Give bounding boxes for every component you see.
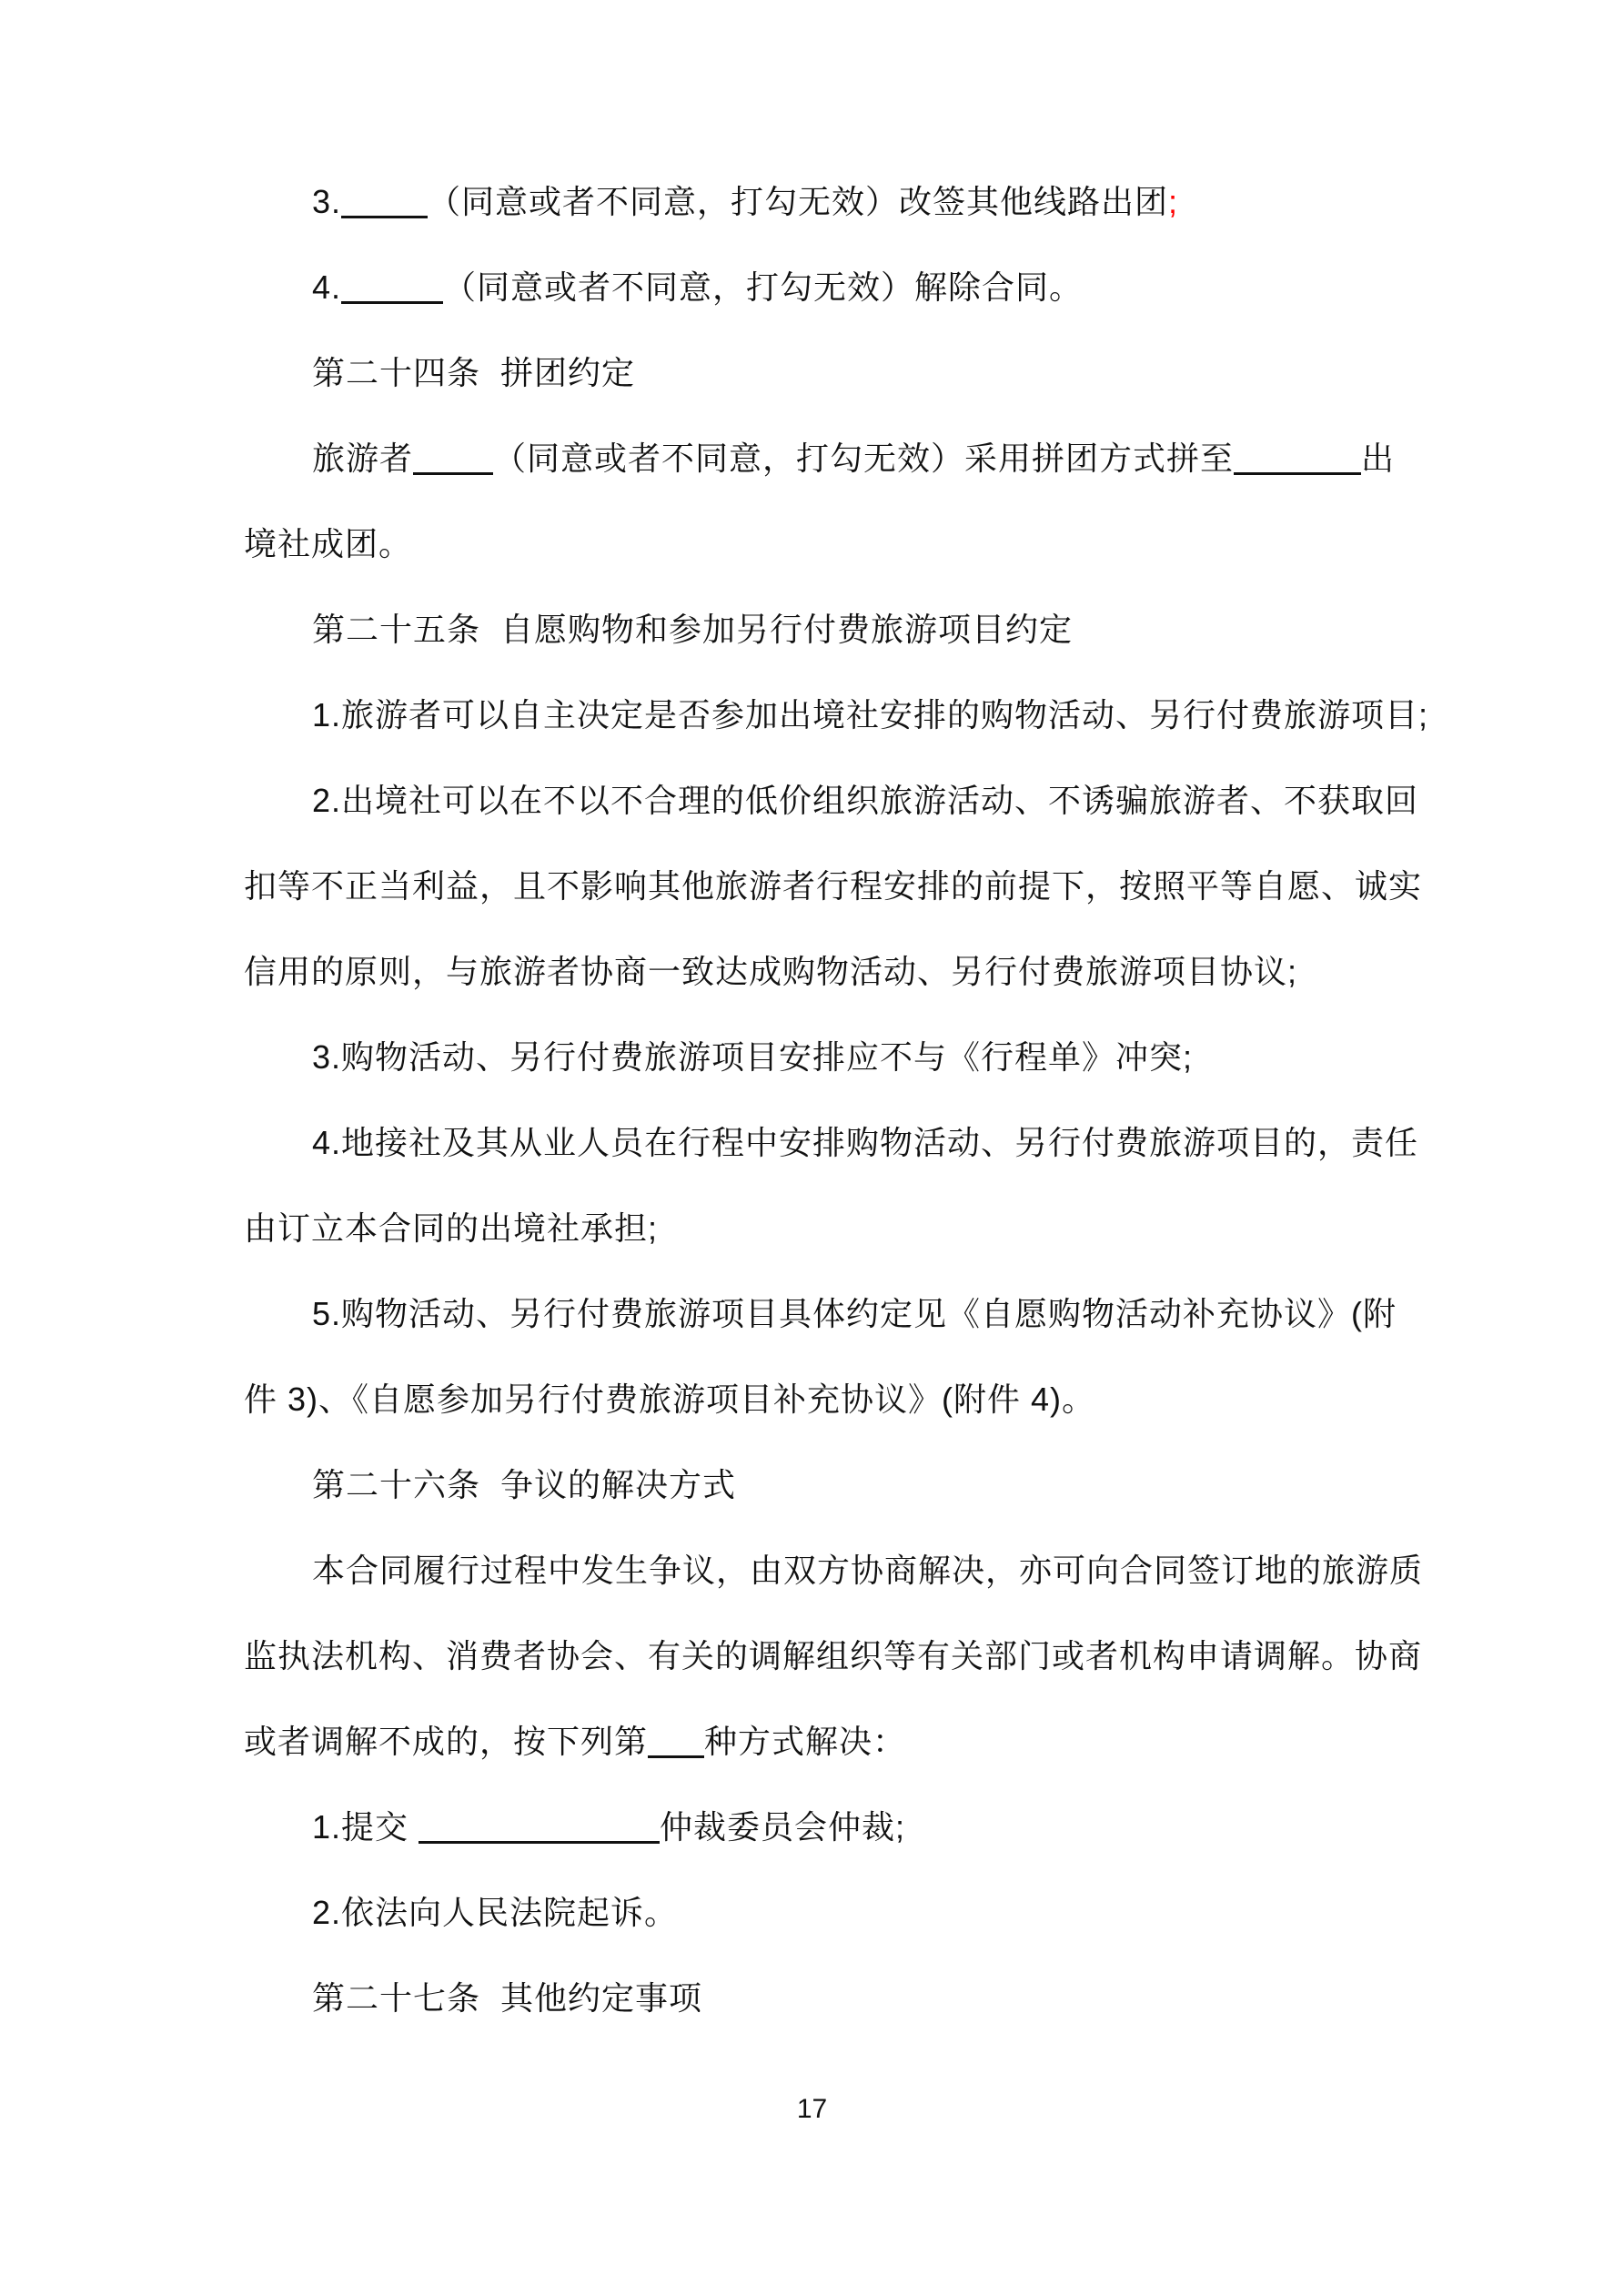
text-segment: 第二十七条 其他约定事项 xyxy=(312,1979,703,2017)
text-line xyxy=(244,245,1398,330)
text-segment: 仲裁委员会仲裁; xyxy=(660,1808,906,1846)
text-segment: 监执法机构、消费者协会、有关的调解组织等有关部门或者机构申请调解。协商 xyxy=(244,1637,1423,1674)
text-segment: 2.出境社可以在不以不合理的低价组织旅游活动、不诱骗旅游者、不获取回 xyxy=(312,782,1419,819)
fill-in-blank xyxy=(341,183,428,218)
text-line xyxy=(244,416,1398,501)
text-line xyxy=(244,1271,1398,1357)
clause-heading xyxy=(244,330,1398,416)
red-text-segment: ; xyxy=(1168,183,1179,220)
clause-heading xyxy=(244,1442,1398,1528)
text-line xyxy=(244,159,1398,245)
text-line xyxy=(244,501,1398,587)
text-line xyxy=(244,1186,1398,1271)
text-segment: 扣等不正当利益，且不影响其他旅游者行程安排的前提下，按照平等自愿、诚实 xyxy=(244,867,1423,905)
fill-in-blank xyxy=(413,440,493,475)
text-segment: 种方式解决： xyxy=(704,1723,907,1760)
text-segment: 1.旅游者可以自主决定是否参加出境社安排的购物活动、另行付费旅游项目; xyxy=(312,696,1429,733)
text-segment: 第二十五条 自愿购物和参加另行付费旅游项目约定 xyxy=(312,611,1074,648)
fill-in-blank xyxy=(648,1723,704,1758)
text-segment: 3. xyxy=(312,183,342,220)
text-line xyxy=(244,1870,1398,1956)
text-segment: 件 3)、《自愿参加另行付费旅游项目补充协议》(附件 4)。 xyxy=(244,1381,1096,1418)
text-segment: 4.地接社及其从业人员在行程中安排购物活动、另行付费旅游项目的，责任 xyxy=(312,1124,1419,1161)
clause-heading xyxy=(244,1956,1398,2041)
text-segment: （同意或者不同意，打勾无效）解除合同。 xyxy=(443,268,1084,306)
text-segment: 3.购物活动、另行付费旅游项目安排应不与《行程单》冲突; xyxy=(312,1038,1194,1076)
text-segment: 2.依法向人民法院起诉。 xyxy=(312,1894,679,1931)
text-segment: 由订立本合同的出境社承担; xyxy=(244,1209,659,1247)
contract-text-block xyxy=(244,0,1429,2041)
text-line xyxy=(244,1785,1398,1870)
text-line xyxy=(244,1357,1398,1442)
text-line xyxy=(244,1613,1423,1699)
text-line xyxy=(244,758,1419,844)
text-segment: 4. xyxy=(312,268,342,306)
fill-in-blank xyxy=(1234,440,1361,475)
text-line xyxy=(244,929,1398,1015)
text-segment: 1.提交 xyxy=(312,1808,419,1846)
text-segment: （同意或者不同意，打勾无效）改签其他线路出团 xyxy=(428,183,1169,220)
text-line xyxy=(244,673,1429,758)
text-line xyxy=(244,1528,1424,1613)
fill-in-blank xyxy=(419,1808,660,1844)
text-segment: 第二十四条 拼团约定 xyxy=(312,354,636,391)
text-segment: 5.购物活动、另行付费旅游项目具体约定见《自愿购物活动补充协议》(附 xyxy=(312,1295,1397,1332)
text-segment: 出 xyxy=(1361,440,1396,477)
clause-heading xyxy=(244,587,1398,673)
text-segment: （同意或者不同意，打勾无效）采用拼团方式拼至 xyxy=(493,440,1235,477)
text-segment: 第二十六条 争议的解决方式 xyxy=(312,1466,737,1503)
text-segment: 或者调解不成的，按下列第 xyxy=(244,1723,649,1760)
text-line xyxy=(244,1100,1419,1186)
text-segment: 本合同履行过程中发生争议，由双方协商解决，亦可向合同签订地的旅游质 xyxy=(312,1552,1424,1589)
text-line xyxy=(244,1015,1398,1100)
text-segment: 信用的原则，与旅游者协商一致达成购物活动、另行付费旅游项目协议; xyxy=(244,953,1298,990)
text-segment: 境社成团。 xyxy=(244,525,413,562)
fill-in-blank xyxy=(341,268,443,304)
page-number: 17 xyxy=(796,2094,828,2124)
text-line xyxy=(244,844,1423,929)
text-line xyxy=(244,1699,1398,1785)
text-segment: 旅游者 xyxy=(312,440,414,477)
